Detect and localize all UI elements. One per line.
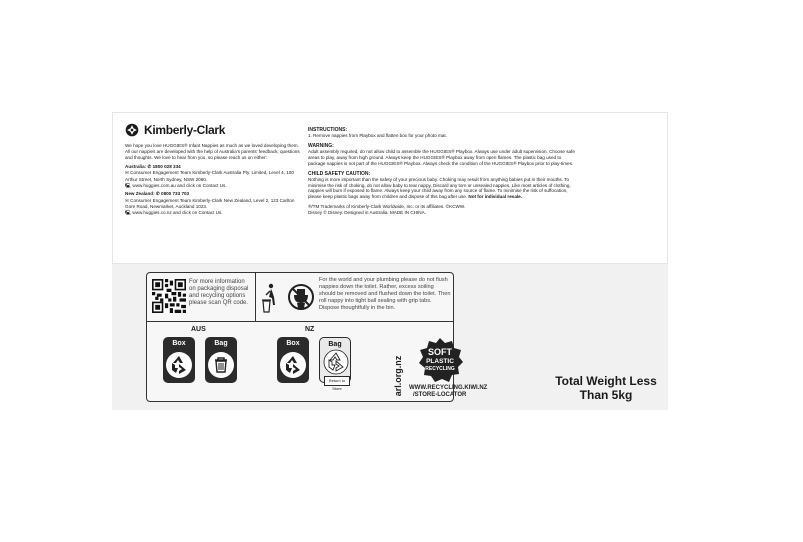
aus-bag-tile xyxy=(205,337,237,383)
person-bin-icon xyxy=(261,283,279,313)
qr-info-text: For more information on packaging disposal and recycling options please scan QR code. xyxy=(189,279,249,306)
flush-warning-text: For the world and your plumbing please do not flush nappies down the toilet. Rather, excess soiling should be removed and flushed down the toilet. Then roll nappy into tight ball sealing with grip tabs. Dispose thoughtfully in the bin. xyxy=(319,277,451,311)
child-safety-text xyxy=(308,177,576,201)
disposal-top-row xyxy=(147,273,453,322)
instructions-text: 1. Remove nappies from Playbox and flatten box for your photo mat. xyxy=(308,133,447,138)
nz-bag-label: Bag xyxy=(328,341,342,348)
trash-bin-icon xyxy=(207,351,235,379)
aus-box-tile xyxy=(163,337,195,383)
kimberly-clark-bird-icon xyxy=(125,123,139,137)
weight-line1: Total Weight Less xyxy=(555,374,657,388)
soft-plastic-line2: PLASTIC xyxy=(426,358,454,365)
recycle-icon xyxy=(165,351,193,379)
kiwi-url-line1: WWW.RECYCLING.KIWI.NZ xyxy=(409,385,488,391)
aus-label: AUS xyxy=(191,326,206,333)
brand-logo xyxy=(125,123,301,137)
recycling-kiwi-url[interactable] xyxy=(409,385,487,399)
nz-web: 🖳 www.huggies.co.nz and click on Contact Us. xyxy=(125,210,223,216)
soft-plastic-line3: RECYCLING xyxy=(425,366,455,372)
child-safety-heading: CHILD SAFETY CAUTION: xyxy=(308,170,371,177)
nz-box-label: Box xyxy=(286,340,300,347)
brand-name: Kimberly-Clark xyxy=(144,123,226,137)
trademark-text: ®/TM Trademarks of Kimberly-Clark Worldwide, Inc. or its affiliates. ©KCWW. xyxy=(308,204,466,210)
nz-box-tile xyxy=(277,337,309,383)
au-address: ✉ Consumer Engagement Team Kimberly-Clark Australia Pty. Limited, Level 4, 100 Arthur Street, North Sydney, NSW 2060. xyxy=(125,170,294,182)
contact-column xyxy=(125,123,301,219)
aor-text: arl.org.nz xyxy=(393,355,403,397)
total-weight-text xyxy=(532,374,680,402)
recycle-outline-icon xyxy=(322,348,350,376)
safety-column xyxy=(308,127,576,220)
not-for-resale: Not for individual resale. xyxy=(468,194,522,200)
recycle-icon xyxy=(279,351,307,379)
kiwi-url-line2: /STORE-LOCATOR xyxy=(413,392,467,398)
aor-label xyxy=(391,345,405,407)
info-panel xyxy=(112,112,668,264)
child-safety-body: Nothing is more important than the safety of your precious baby. Choking may result from anything babies put in their mouths. To minimise the risk of choking, do not allow baby to tear nappy. Discard any torn or unsealed nappies. Like most articles of clothing, nappies will burn if exposed to flame. Always keep your child away from any source of flame. To minimise the risk of suffocation, please keep plastic bags away from children and dispose of this bag after use. xyxy=(308,176,571,200)
aus-bag-label: Bag xyxy=(214,340,228,347)
nz-phone: New Zealand: ✆ 0800 733 703 xyxy=(125,191,190,197)
return-to-store-label: Return to Store xyxy=(324,376,350,386)
disposal-box xyxy=(146,272,488,402)
au-phone: Australia: ✆ 1800 028 334 xyxy=(125,164,181,170)
warning-text: Adult assembly required, do not allow child to assemble the HUGGIES® Playbox. Always use under adult supervision. Choose safe areas to play, away from high ground. Always keep the HUGGIES® Playbox away from open flames. The plastic bag used to package nappies is not part of the HUGGIES® Playbox. Always check the condition of the HUGGIES® Playbox prior to play-times. xyxy=(308,148,575,166)
soft-plastic-recycling-logo xyxy=(417,337,463,383)
qr-code-icon[interactable] xyxy=(152,279,186,313)
no-flush-toilet-icon xyxy=(287,279,315,315)
qr-section xyxy=(147,273,256,321)
soft-plastic-line1: SOFT xyxy=(428,347,452,357)
intro-text: We hope you love HUGGIES® Infant Nappies as much as we loved developing them. All our nappies are developed with the help of Australia's parents' feedback, questions and thoughts. We love to hear from you, so please reach us on either: xyxy=(125,143,300,161)
weight-line2: Than 5kg xyxy=(579,388,633,402)
nz-address: ✉ Consumer Engagement Team Kimberly-Clark New Zealand, Level 2, 123 Carlton Gore Road, Newmarket, Auckland 1023. xyxy=(125,197,295,209)
warning-heading: WARNING: xyxy=(308,142,334,149)
nz-label: NZ xyxy=(305,326,315,333)
disney-text: Disney © Disney. Designed in Australia. MADE IN CHINA. xyxy=(308,210,426,216)
nz-bag-tile xyxy=(319,337,351,391)
instructions-heading: INSTRUCTIONS: xyxy=(308,127,348,133)
au-web: 🖳 www.huggies.com.au and click on Contact Us. xyxy=(125,182,227,188)
aus-box-label: Box xyxy=(172,340,186,347)
